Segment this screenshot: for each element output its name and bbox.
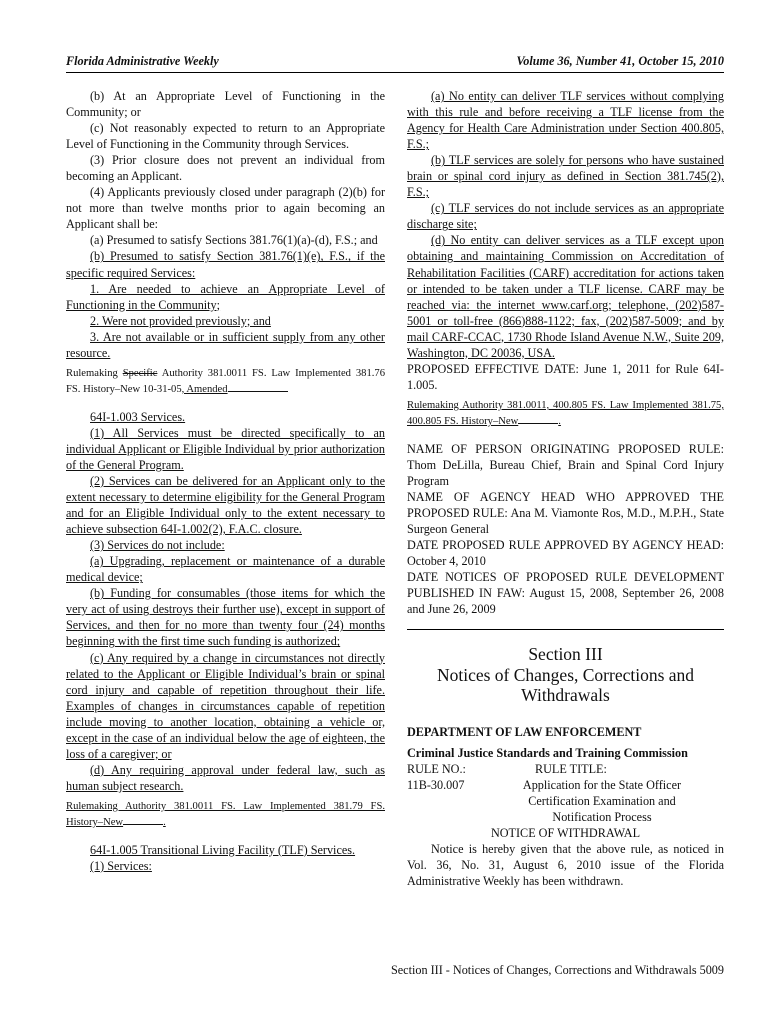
paragraph-underlined: (3) Services do not include: — [90, 538, 225, 553]
section-subtitle: Notices of Changes, Corrections and Withdrawals — [436, 664, 695, 706]
blank-line — [228, 381, 288, 392]
paragraph-underlined: (a) Upgrading, replacement or maintenance of a durable medical device; — [66, 554, 385, 585]
paragraph-underlined: (b) Funding for consumables (those items for which the very act of using destroys their further use), except in support of Services, and then for no more than twenty four (24) months beginning with the first time such funding is authorized; — [66, 586, 385, 649]
paragraph-underlined: (a) No entity can deliver TLF services without complying with this rule and before receiving a TLF license from the Agency for Health Care Administration under Section 400.805, F.S.; — [407, 89, 724, 152]
notice-text: Notice is hereby given that the above rule, as noticed in Vol. 36, No. 31, August 6, 2010 issue of the Florida Administrative Weekly has been withdrawn. — [407, 842, 724, 889]
date-approved: DATE PROPOSED RULE APPROVED BY AGENCY HEAD: October 4, 2010 — [407, 538, 724, 569]
page-header — [66, 54, 724, 70]
right-column — [407, 88, 724, 889]
blank-line — [123, 814, 163, 825]
paragraph-underlined: (d) No entity can deliver services as a TLF except upon obtaining and maintaining Commission on Accreditation of Rehabilitation Facilities (CARF) accreditation for actions taken or intended to be taken under a TLF license. CARF may be reached via: the internet www.carf.org; telephone, (202)587-5001 or toll-free (866)888-1122; fax, (202)587-5009; and by mail CARF-CCAC, 1730 Rhode Island Avenue N.W., Suite 209, Washington, DC 20036, USA. — [407, 233, 724, 360]
amended-text: , Amended — [181, 383, 228, 395]
paragraph-underlined: (1) All Services must be directed specifically to an individual Applicant or Eligible Individual by prior authorization of the General Program. — [66, 425, 385, 472]
effective-date: PROPOSED EFFECTIVE DATE: June 1, 2011 for Rule 64I-1.005. — [407, 361, 724, 392]
history-text: Rulemaking Authority 381.0011 FS. Law Implemented 381.79 FS. History–New — [66, 800, 385, 828]
notice-heading: NOTICE OF WITHDRAWAL — [490, 826, 641, 841]
rule-title-text: Application for the State Officer Certification Examination and Notification Process — [522, 778, 682, 825]
paragraph: (3) Prior closure does not prevent an individual from becoming an Applicant. — [66, 153, 385, 184]
paragraph-underlined: 3. Are not available or in sufficient supply from any other resource. — [66, 329, 385, 360]
header-rule — [66, 72, 724, 73]
paragraph-underlined: 2. Were not provided previously; and — [90, 313, 271, 328]
rule-history — [407, 399, 724, 429]
paragraph-underlined: (b) Presumed to satisfy Section 381.76(1)(e), F.S., if the specific required Services: — [66, 249, 385, 280]
history-end: . — [163, 816, 166, 828]
rule-labels-row — [407, 761, 724, 777]
history-text: Authority 381.0011 FS. Law Implemented 381.76 FS. History–New 10-31-05 — [66, 367, 385, 395]
history-text: Rulemaking Authority 381.0011, 400.805 FS. Law Implemented 381.75, 400.805 FS. History–New — [407, 399, 724, 427]
paragraph: (a) Presumed to satisfy Sections 381.76(1)(a)-(d), F.S.; and — [90, 233, 378, 248]
paragraph-underlined: (c) TLF services do not include services as an appropriate discharge site; — [407, 201, 724, 232]
paragraph: (c) Not reasonably expected to return to an Appropriate Level of Functioning in the Community through Services. — [66, 121, 385, 152]
history-text: Rulemaking — [66, 367, 123, 379]
page-footer: Section III - Notices of Changes, Corrections and Withdrawals 5009 — [390, 963, 724, 977]
history-end: . — [558, 415, 561, 427]
blank-line — [518, 413, 558, 424]
rule-values-row — [407, 777, 724, 825]
section-title: Section III — [528, 644, 603, 665]
rule-no-label: RULE NO.: — [407, 762, 466, 776]
paragraph-underlined: (c) Any required by a change in circumstances not directly related to the Applicant or Eligible Individual’s brain or spinal cord injury and capable of repetition throughout their life. Examples of changes in circumstances capable of repetition include moving to another location, obtaining a vehicle or, except in the case of an individual below the age of eighteen, the loss of a caregiver; or — [66, 650, 385, 761]
rule-history — [66, 367, 385, 397]
section-rule — [407, 629, 724, 630]
paragraph-underlined: 1. Are needed to achieve an Appropriate Level of Functioning in the Community; — [66, 281, 385, 312]
rule-history — [66, 800, 385, 830]
agency-head: NAME OF AGENCY HEAD WHO APPROVED THE PROPOSED RULE: Ana M. Viamonte Ros, M.D., M.P.H., State Surgeon General — [407, 490, 724, 537]
department-name: DEPARTMENT OF LAW ENFORCEMENT — [407, 724, 642, 739]
volume-info: Volume 36, Number 41, October 15, 2010 — [516, 54, 724, 68]
paragraph: (b) At an Appropriate Level of Functioning in the Community; or — [66, 89, 385, 120]
left-column — [66, 88, 385, 874]
paragraph-underlined: (2) Services can be delivered for an Applicant only to the extent necessary to determine eligibility for the General Program and for an Eligible Individual only to the extent necessary to achieve subsection 64I-1.002(2), F.A.C. closure. — [66, 473, 385, 537]
originator: NAME OF PERSON ORIGINATING PROPOSED RULE: Thom DeLilla, Bureau Chief, Brain and Spinal Cord Injury Program — [407, 441, 724, 488]
struck-text: Specific — [122, 367, 158, 379]
date-notices: DATE NOTICES OF PROPOSED RULE DEVELOPMENT PUBLISHED IN FAW: August 15, 2008, September 26, 2008 and June 26, 2009 — [407, 570, 724, 617]
paragraph-underlined: (d) Any requiring approval under federal law, such as human subject research. — [66, 762, 385, 793]
rule-number: 11B-30.007 — [407, 778, 465, 792]
paragraph-underlined: (b) TLF services are solely for persons who have sustained brain or spinal cord injury as defined in Section 381.745(2), F.S.; — [407, 153, 724, 200]
rule-title-label: RULE TITLE: — [535, 762, 607, 776]
publication-title: Florida Administrative Weekly — [66, 54, 219, 68]
commission-name: Criminal Justice Standards and Training Commission — [407, 745, 688, 760]
rule-title: 64I-1.003 Services. — [90, 409, 186, 424]
paragraph-underlined: (1) Services: — [90, 858, 152, 873]
rule-title: 64I-1.005 Transitional Living Facility (TLF) Services. — [90, 842, 356, 857]
paragraph: (4) Applicants previously closed under paragraph (2)(b) for not more than twelve months prior to again becoming an Applicant shall be: — [66, 185, 385, 232]
